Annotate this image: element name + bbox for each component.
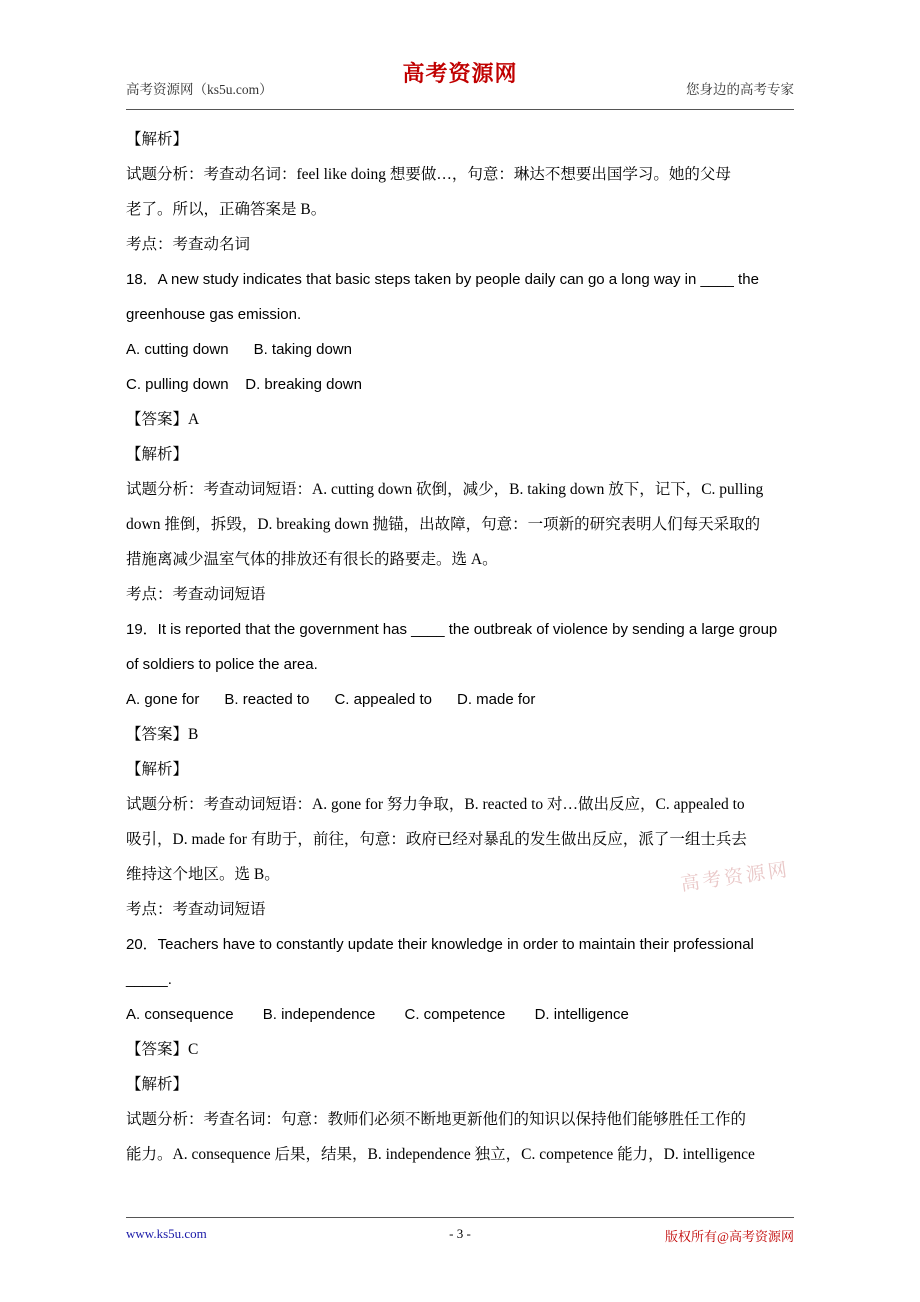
explanation-label-20: 【解析】: [126, 1076, 189, 1093]
answer-20: 【答案】C: [126, 1041, 199, 1058]
header-site-name: 高考资源网（ks5u.com）: [126, 82, 273, 97]
analysis-17-line1: 试题分析：考查动名词：feel like doing 想要做…，句意：琳达不想要出国学习。她的父母: [126, 166, 731, 183]
header-logo: 高考资源网: [402, 61, 518, 86]
document-content: [126, 110, 794, 1172]
question-19-stem-line2: of soldiers to police the area.: [126, 656, 318, 673]
analysis-19-line2: 吸引，D. made for 有助于，前往，句意：政府已经对暴乱的发生做出反应，派了一组士兵去: [126, 831, 747, 848]
question-20-stem-line2: _____.: [126, 971, 172, 988]
question-19-stem-line1: 19．It is reported that the government has ____ the outbreak of violence by sending a large group: [126, 621, 778, 638]
question-18-stem-line1: 18．A new study indicates that basic steps taken by people daily can go a long way in ____ the: [126, 271, 759, 288]
question-18-options-line1: A. cutting down B. taking down: [126, 341, 352, 358]
analysis-19-line1: 试题分析：考查动词短语：A. gone for 努力争取，B. reacted to 对…做出反应，C. appealed to: [126, 796, 745, 813]
question-18-options-line2: C. pulling down D. breaking down: [126, 376, 362, 393]
analysis-18-line1: 试题分析：考查动词短语：A. cutting down 砍倒，减少，B. taking down 放下，记下，C. pulling: [126, 481, 764, 498]
keypoint-17: 考点：考查动名词: [126, 236, 251, 253]
question-20-options-line1: A. consequence B. independence C. competence D. intelligence: [126, 1006, 629, 1023]
header-tagline: 您身边的高考专家: [686, 82, 794, 97]
analysis-20-line2: 能力。A. consequence 后果，结果，B. independence 独立，C. competence 能力，D. intelligence: [126, 1146, 755, 1163]
page-header: [126, 0, 794, 110]
header-divider: [126, 109, 794, 110]
page-number: - 3 -: [449, 1226, 471, 1241]
analysis-19-line3: 维持这个地区。选 B。: [126, 866, 280, 883]
analysis-17-line2: 老了。所以，正确答案是 B。: [126, 201, 327, 218]
answer-18: 【答案】A: [126, 411, 200, 428]
keypoint-19: 考点：考查动词短语: [126, 901, 266, 918]
footer-divider: [126, 1217, 794, 1218]
question-18-stem-line2: greenhouse gas emission.: [126, 306, 302, 323]
footer-copyright: 版权所有@高考资源网: [665, 1229, 794, 1244]
keypoint-18: 考点：考查动词短语: [126, 586, 266, 603]
analysis-18-line2: down 推倒，拆毁，D. breaking down 抛锚，出故障，句意：一项新的研究表明人们每天采取的: [126, 516, 761, 533]
explanation-label-17: 【解析】: [126, 131, 189, 148]
analysis-20-line1: 试题分析：考查名词：句意：教师们必须不断地更新他们的知识以保持他们能够胜任工作的: [126, 1111, 747, 1128]
explanation-label-19: 【解析】: [126, 761, 189, 778]
question-20-stem-line1: 20．Teachers have to constantly update their knowledge in order to maintain their professional: [126, 936, 754, 953]
answer-19: 【答案】B: [126, 726, 199, 743]
footer-url[interactable]: www.ks5u.com: [126, 1226, 207, 1241]
question-19-options-line1: A. gone for B. reacted to C. appealed to D. made for: [126, 691, 536, 708]
page-footer: [126, 1217, 794, 1247]
watermark-text: 高考资源网: [679, 859, 792, 896]
analysis-18-line3: 措施离减少温室气体的排放还有很长的路要走。选 A。: [126, 551, 498, 568]
explanation-label-18: 【解析】: [126, 446, 189, 463]
